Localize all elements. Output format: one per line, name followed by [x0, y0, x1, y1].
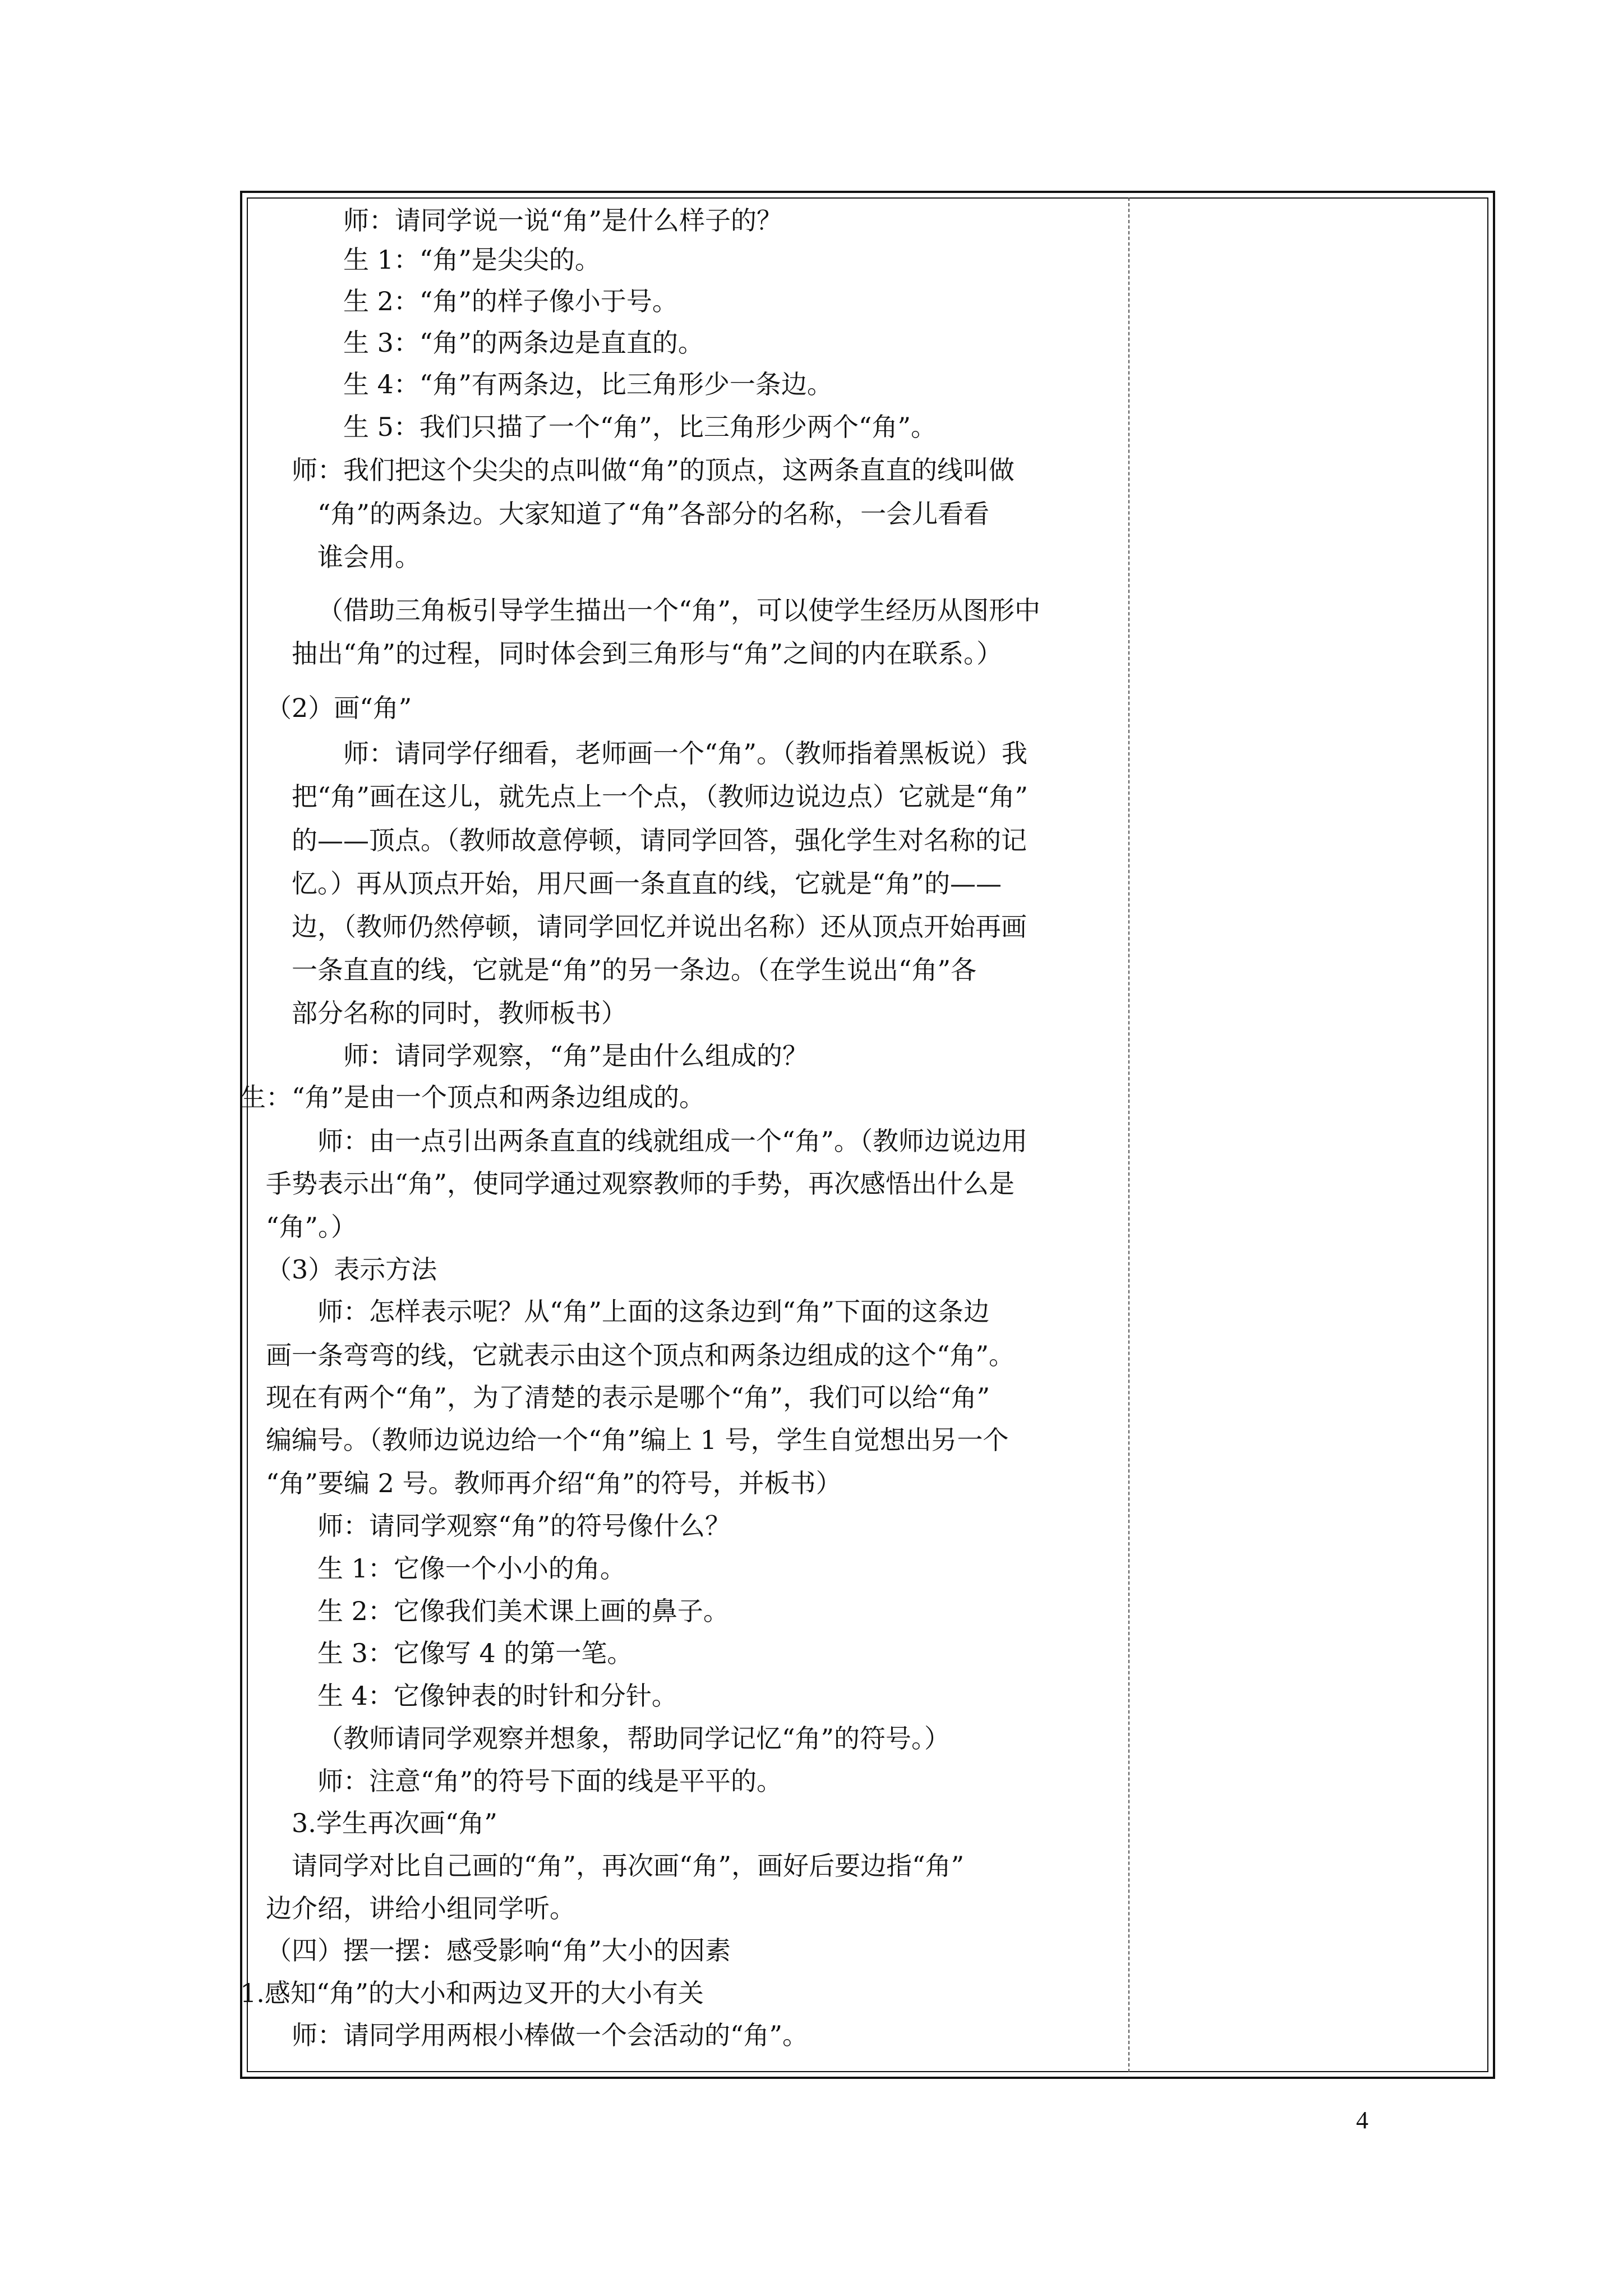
text-line: 生 2：“角”的样子像小于号。 — [343, 286, 678, 316]
text-line: 生：“角”是由一个顶点和两条边组成的。 — [240, 1082, 706, 1112]
text-line: 现在有两个“角”，为了清楚的表示是哪个“角”，我们可以给“角” — [266, 1382, 990, 1412]
text-line: （教师请同学观察并想象，帮助同学记忆“角”的符号。） — [317, 1723, 951, 1754]
text-line: “角”。） — [266, 1212, 357, 1242]
text-line: 1.感知“角”的大小和两边叉开的大小有关 — [240, 1978, 704, 2008]
text-line: 请同学对比自己画的“角”，再次画“角”，画好后要边指“角” — [292, 1851, 965, 1881]
text-line: 师：请同学说一说“角”是什么样子的？ — [343, 205, 783, 236]
text-line: 谁会用。 — [317, 542, 421, 572]
text-line: 的——顶点。（教师故意停顿，请同学回答，强化学生对名称的记 — [292, 825, 1027, 855]
text-line: 把“角”画在这儿，就先点上一个点，（教师边说边点）它就是“角” — [292, 781, 1029, 812]
text-line: （2）画“角” — [266, 693, 412, 723]
text-line: 一条直直的线，它就是“角”的另一条边。（在学生说出“角”各 — [292, 955, 977, 985]
text-line: 师：请同学用两根小棒做一个会活动的“角”。 — [292, 2020, 809, 2050]
text-line: 生 3：“角”的两条边是直直的。 — [343, 328, 704, 358]
text-line: 抽出“角”的过程，同时体会到三角形与“角”之间的内在联系。） — [292, 638, 1003, 669]
text-line: 部分名称的同时，教师板书） — [292, 998, 627, 1028]
text-line: 师：我们把这个尖尖的点叫做“角”的顶点，这两条直直的线叫做 — [292, 455, 1015, 485]
text-line: （借助三角板引导学生描出一个“角”，可以使学生经历从图形中 — [317, 595, 1041, 625]
text-line: 师：怎样表示呢？从“角”上面的这条边到“角”下面的这条边 — [317, 1296, 990, 1327]
text-line: 生 1：“角”是尖尖的。 — [343, 245, 601, 275]
text-line: 师：请同学观察“角”的符号像什么？ — [317, 1511, 731, 1541]
text-line: 师：请同学观察，“角”是由什么组成的？ — [343, 1041, 809, 1071]
text-line: 师：请同学仔细看，老师画一个“角”。（教师指着黑板说）我 — [343, 738, 1028, 769]
text-line: “角”的两条边。大家知道了“角”各部分的名称，一会儿看看 — [317, 499, 990, 529]
text-line: （四）摆一摆：感受影响“角”大小的因素 — [266, 1935, 731, 1966]
text-line: 3.学生再次画“角” — [292, 1808, 497, 1838]
text-line: “角”要编 2 号。教师再介绍“角”的符号，并板书） — [266, 1468, 842, 1498]
text-line: 画一条弯弯的线，它就表示由这个顶点和两条边组成的这个“角”。 — [266, 1340, 1015, 1370]
text-line: 边，（教师仍然停顿，请同学回忆并说出名称）还从顶点开始再画 — [292, 912, 1027, 942]
text-line: 师：由一点引出两条直直的线就组成一个“角”。（教师边说边用 — [317, 1126, 1028, 1156]
text-line: 边介绍，讲给小组同学听。 — [266, 1893, 575, 1924]
text-line: 生 3：它像写 4 的第一笔。 — [317, 1638, 633, 1668]
text-line: 手势表示出“角”，使同学通过观察教师的手势，再次感悟出什么是 — [266, 1168, 1015, 1199]
page-number: 4 — [1356, 2106, 1368, 2134]
column-divider — [1128, 197, 1129, 2072]
text-line: （3）表示方法 — [266, 1254, 437, 1285]
text-line: 忆。）再从顶点开始，用尺画一条直直的线，它就是“角”的—— — [292, 868, 1002, 899]
text-line: 编编号。（教师边说边给一个“角”编上 1 号，学生自觉想出另一个 — [266, 1425, 1009, 1455]
text-line: 生 5：我们只描了一个“角”，比三角形少两个“角”。 — [343, 412, 937, 442]
text-line: 师：注意“角”的符号下面的线是平平的。 — [317, 1766, 783, 1796]
text-line: 生 1：它像一个小小的角。 — [317, 1553, 626, 1584]
text-line: 生 2：它像我们美术课上画的鼻子。 — [317, 1596, 729, 1626]
text-line: 生 4：它像钟表的时针和分针。 — [317, 1681, 677, 1711]
text-line: 生 4：“角”有两条边，比三角形少一条边。 — [343, 369, 833, 399]
